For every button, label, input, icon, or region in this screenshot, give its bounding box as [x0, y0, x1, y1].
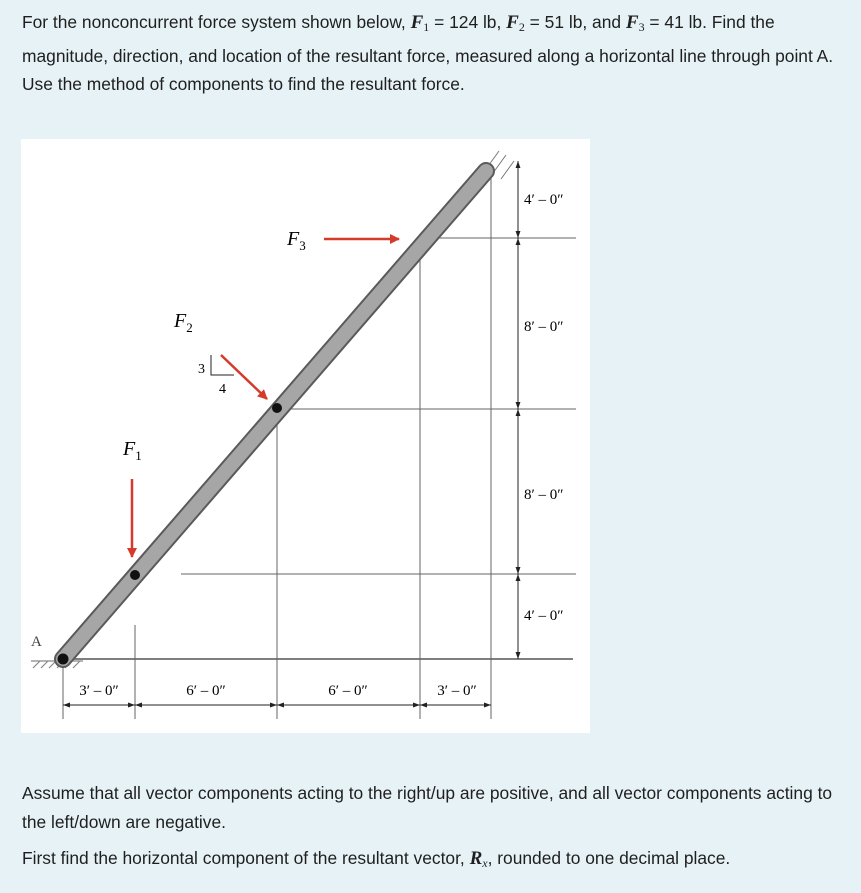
- f1-application-point: [130, 570, 140, 580]
- force-system-diagram: [21, 139, 590, 733]
- f2-symbol: $F_2$: [506, 12, 525, 34]
- inclined-member: [63, 171, 486, 659]
- sign-convention: Assume that all vector components acting to the right/up are positive, and all vector components acting to the left/down are negative.: [22, 783, 833, 832]
- f2-arrow: [221, 355, 267, 399]
- f2-slope-rise: 3: [198, 362, 205, 377]
- point-a-pin: [58, 654, 69, 665]
- f3-value: = 41 lb.: [644, 12, 707, 32]
- question-prompt: First find the horizontal component of the resultant vector, $R_x$, rounded to one decimal place.: [22, 848, 731, 870]
- f3-symbol: $F_3$: [625, 12, 645, 34]
- force-system-figure: [21, 139, 590, 733]
- dim-h-2: 6′ – 0″: [186, 683, 226, 699]
- f2-value: = 51 lb, and: [524, 12, 626, 32]
- dim-v-1: 4′ – 0″: [524, 192, 564, 208]
- f3-label: $F_3$: [287, 228, 306, 253]
- f2-application-point: [272, 403, 282, 413]
- dim-h-3: 6′ – 0″: [328, 683, 368, 699]
- dim-v-4: 4′ – 0″: [524, 608, 564, 624]
- problem-text-lead: For the nonconcurrent force system shown below,: [22, 12, 411, 32]
- f2-label: $F_2$: [174, 310, 193, 335]
- f1-symbol: $F_1$: [410, 12, 430, 34]
- f2-slope-run: 4: [219, 382, 226, 397]
- dim-h-4: 3′ – 0″: [437, 683, 477, 699]
- dim-v-3: 8′ – 0″: [524, 487, 564, 503]
- dim-v-2: 8′ – 0″: [524, 319, 564, 335]
- problem-text-tail: Find the magnitude, direction, and location of the resultant force, measured along a horizontal line through point A. Use the method of components to find the resultant force.: [22, 12, 834, 94]
- point-a-label: A: [31, 634, 42, 650]
- instructions: [22, 779, 842, 878]
- f1-label: $F_1$: [123, 438, 142, 463]
- rx-symbol: $R_x$: [469, 848, 488, 870]
- problem-statement: [22, 8, 852, 99]
- f1-value: = 124 lb,: [429, 12, 507, 32]
- dim-h-1: 3′ – 0″: [79, 683, 119, 699]
